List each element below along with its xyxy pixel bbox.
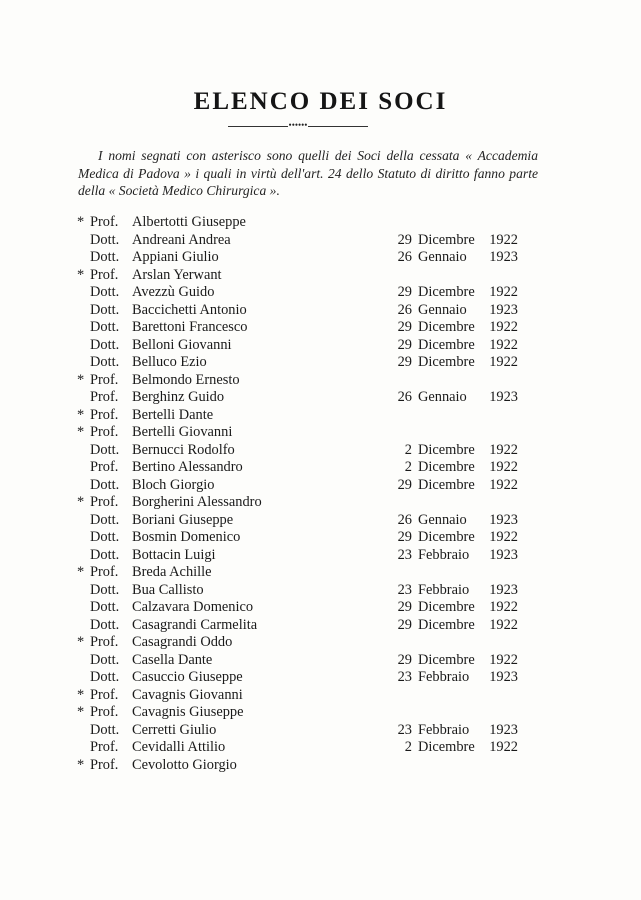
admission-day: 23 (397, 546, 412, 563)
member-name: Bloch Giorgio (132, 476, 215, 493)
member-row (0, 354, 641, 372)
member-name: Bertelli Giovanni (132, 424, 233, 440)
member-name: Bernucci Rodolfo (132, 441, 235, 458)
asterisk-mark: * (77, 686, 85, 703)
admission-month: Dicembre (418, 739, 475, 755)
asterisk-mark: * (77, 756, 85, 773)
admission-year: 1922 (489, 739, 518, 755)
member-list (0, 214, 641, 774)
member-row (0, 407, 641, 425)
page-title: ELENCO DEI SOCI (193, 88, 448, 115)
member-title: Prof. (90, 424, 119, 440)
member-row (0, 389, 641, 407)
member-row (0, 582, 641, 600)
member-row (0, 249, 641, 267)
member-name: Baccichetti Antonio (132, 301, 247, 318)
asterisk-mark: * (77, 634, 85, 650)
member-name: Bertelli Dante (132, 406, 214, 423)
admission-day: 23 (397, 581, 412, 598)
member-name: Bua Callisto (132, 581, 204, 598)
admission-day: 2 (404, 459, 412, 475)
admission-year: 1922 (489, 441, 518, 458)
member-row (0, 459, 641, 477)
admission-year: 1923 (489, 581, 518, 598)
admission-day: 29 (397, 651, 412, 668)
admission-day: 26 (397, 249, 412, 265)
admission-year: 1923 (489, 511, 518, 528)
member-row (0, 214, 641, 232)
asterisk-mark: * (77, 371, 85, 388)
member-name: Barettoni Francesco (132, 319, 248, 335)
member-name: Calzavara Domenico (132, 599, 254, 615)
admission-year: 1922 (489, 599, 518, 615)
member-row (0, 529, 641, 547)
member-title: Prof. (90, 406, 119, 423)
admission-day: 29 (397, 231, 412, 248)
admission-month: Gennaio (418, 249, 467, 265)
member-title: Dott. (90, 616, 120, 633)
admission-day: 29 (397, 336, 412, 353)
admission-day: 29 (397, 529, 412, 545)
member-row (0, 302, 641, 320)
member-name: Cavagnis Giuseppe (132, 704, 244, 720)
admission-month: Gennaio (418, 389, 467, 405)
member-title: Dott. (90, 511, 120, 528)
member-name: Appiani Giulio (132, 249, 219, 265)
admission-month: Gennaio (418, 301, 467, 318)
member-title: Prof. (90, 756, 119, 773)
admission-month: Dicembre (418, 284, 475, 300)
member-name: Cerretti Giulio (132, 721, 217, 738)
admission-day: 2 (404, 441, 412, 458)
admission-day: 29 (397, 599, 412, 615)
member-row (0, 372, 641, 390)
asterisk-mark: * (77, 704, 85, 720)
admission-month: Febbraio (418, 669, 470, 685)
member-row (0, 652, 641, 670)
member-row (0, 722, 641, 740)
admission-month: Dicembre (418, 651, 475, 668)
member-row (0, 634, 641, 652)
admission-year: 1923 (489, 389, 518, 405)
member-name: Bottacin Luigi (132, 546, 216, 563)
admission-year: 1922 (489, 529, 518, 545)
member-title: Dott. (90, 441, 120, 458)
member-row (0, 319, 641, 337)
admission-day: 2 (404, 739, 412, 755)
member-name: Albertotti Giuseppe (132, 214, 246, 230)
divider-ornament: •••••• (288, 123, 308, 128)
admission-year: 1923 (489, 721, 518, 738)
member-row (0, 704, 641, 722)
admission-month: Dicembre (418, 459, 475, 475)
member-title: Dott. (90, 249, 120, 265)
member-title: Prof. (90, 564, 119, 580)
member-row (0, 757, 641, 775)
asterisk-mark: * (77, 494, 85, 510)
member-row (0, 494, 641, 512)
admission-month: Dicembre (418, 616, 475, 633)
admission-month: Dicembre (418, 529, 475, 545)
member-name: Casagrandi Carmelita (132, 616, 258, 633)
member-name: Casagrandi Oddo (132, 634, 233, 650)
admission-day: 26 (397, 511, 412, 528)
asterisk-mark: * (77, 564, 85, 580)
admission-day: 29 (397, 616, 412, 633)
member-name: Belmondo Ernesto (132, 371, 240, 388)
member-title: Prof. (90, 389, 119, 405)
member-name: Casella Dante (132, 651, 213, 668)
admission-year: 1922 (489, 354, 518, 370)
admission-month: Febbraio (418, 721, 470, 738)
member-title: Dott. (90, 529, 120, 545)
admission-month: Dicembre (418, 231, 475, 248)
member-row (0, 232, 641, 250)
member-name: Berghinz Guido (132, 389, 225, 405)
member-name: Boriani Giuseppe (132, 511, 234, 528)
admission-day: 26 (397, 389, 412, 405)
admission-day: 29 (397, 354, 412, 370)
member-title: Prof. (90, 739, 119, 755)
member-name: Cevidalli Attilio (132, 739, 226, 755)
member-name: Andreani Andrea (132, 231, 231, 248)
admission-month: Dicembre (418, 354, 475, 370)
member-row (0, 547, 641, 565)
admission-day: 29 (397, 284, 412, 300)
member-row (0, 424, 641, 442)
intro-note: I nomi segnati con asterisco sono quelli dei Soci della cessata « Accademia Medica di Padova » i quali in virtù dell'art. 24 dello Statuto di diritto fanno parte della « Società Medico Chirurgica ». (78, 148, 538, 198)
member-title: Dott. (90, 599, 120, 615)
member-title: Dott. (90, 651, 120, 668)
member-name: Belloni Giovanni (132, 336, 232, 353)
member-title: Dott. (90, 319, 120, 335)
admission-year: 1922 (489, 651, 518, 668)
admission-month: Dicembre (418, 441, 475, 458)
admission-month: Febbraio (418, 581, 470, 598)
member-title: Prof. (90, 371, 119, 388)
member-row (0, 564, 641, 582)
member-row (0, 599, 641, 617)
member-row (0, 284, 641, 302)
admission-year: 1922 (489, 231, 518, 248)
member-title: Dott. (90, 476, 120, 493)
member-row (0, 617, 641, 635)
admission-month: Febbraio (418, 546, 470, 563)
admission-year: 1922 (489, 616, 518, 633)
member-title: Dott. (90, 721, 120, 738)
asterisk-mark: * (77, 424, 85, 440)
member-row (0, 512, 641, 530)
admission-month: Dicembre (418, 476, 475, 493)
member-name: Breda Achille (132, 564, 212, 580)
member-row (0, 337, 641, 355)
admission-year: 1923 (489, 546, 518, 563)
admission-day: 23 (397, 721, 412, 738)
member-title: Prof. (90, 704, 119, 720)
admission-year: 1923 (489, 669, 518, 685)
asterisk-mark: * (77, 214, 85, 230)
member-name: Cevolotto Giorgio (132, 756, 237, 773)
member-name: Borgherini Alessandro (132, 494, 262, 510)
member-title: Prof. (90, 266, 119, 283)
admission-year: 1923 (489, 301, 518, 318)
member-row (0, 442, 641, 460)
admission-month: Gennaio (418, 511, 467, 528)
member-title: Prof. (90, 214, 119, 230)
member-row (0, 687, 641, 705)
admission-year: 1922 (489, 459, 518, 475)
member-title: Dott. (90, 231, 120, 248)
member-title: Prof. (90, 634, 119, 650)
member-title: Dott. (90, 546, 120, 563)
member-name: Arslan Yerwant (132, 266, 222, 283)
member-title: Dott. (90, 301, 120, 318)
member-name: Avezzù Guido (132, 284, 215, 300)
admission-day: 26 (397, 301, 412, 318)
admission-month: Dicembre (418, 319, 475, 335)
member-row (0, 669, 641, 687)
member-title: Dott. (90, 336, 120, 353)
member-title: Prof. (90, 686, 119, 703)
admission-day: 29 (397, 476, 412, 493)
member-name: Belluco Ezio (132, 354, 207, 370)
asterisk-mark: * (77, 406, 85, 423)
admission-year: 1923 (489, 249, 518, 265)
member-title: Prof. (90, 459, 119, 475)
admission-month: Dicembre (418, 336, 475, 353)
admission-year: 1922 (489, 336, 518, 353)
admission-day: 23 (397, 669, 412, 685)
admission-year: 1922 (489, 476, 518, 493)
member-name: Cavagnis Giovanni (132, 686, 243, 703)
member-name: Bertino Alessandro (132, 459, 243, 475)
admission-month: Dicembre (418, 599, 475, 615)
member-title: Dott. (90, 669, 120, 685)
member-row (0, 739, 641, 757)
member-title: Dott. (90, 581, 120, 598)
member-name: Casuccio Giuseppe (132, 669, 243, 685)
member-row (0, 477, 641, 495)
admission-day: 29 (397, 319, 412, 335)
admission-year: 1922 (489, 284, 518, 300)
asterisk-mark: * (77, 266, 85, 283)
member-title: Dott. (90, 284, 120, 300)
member-title: Dott. (90, 354, 120, 370)
member-title: Prof. (90, 494, 119, 510)
admission-year: 1922 (489, 319, 518, 335)
member-name: Bosmin Domenico (132, 529, 241, 545)
member-row (0, 267, 641, 285)
